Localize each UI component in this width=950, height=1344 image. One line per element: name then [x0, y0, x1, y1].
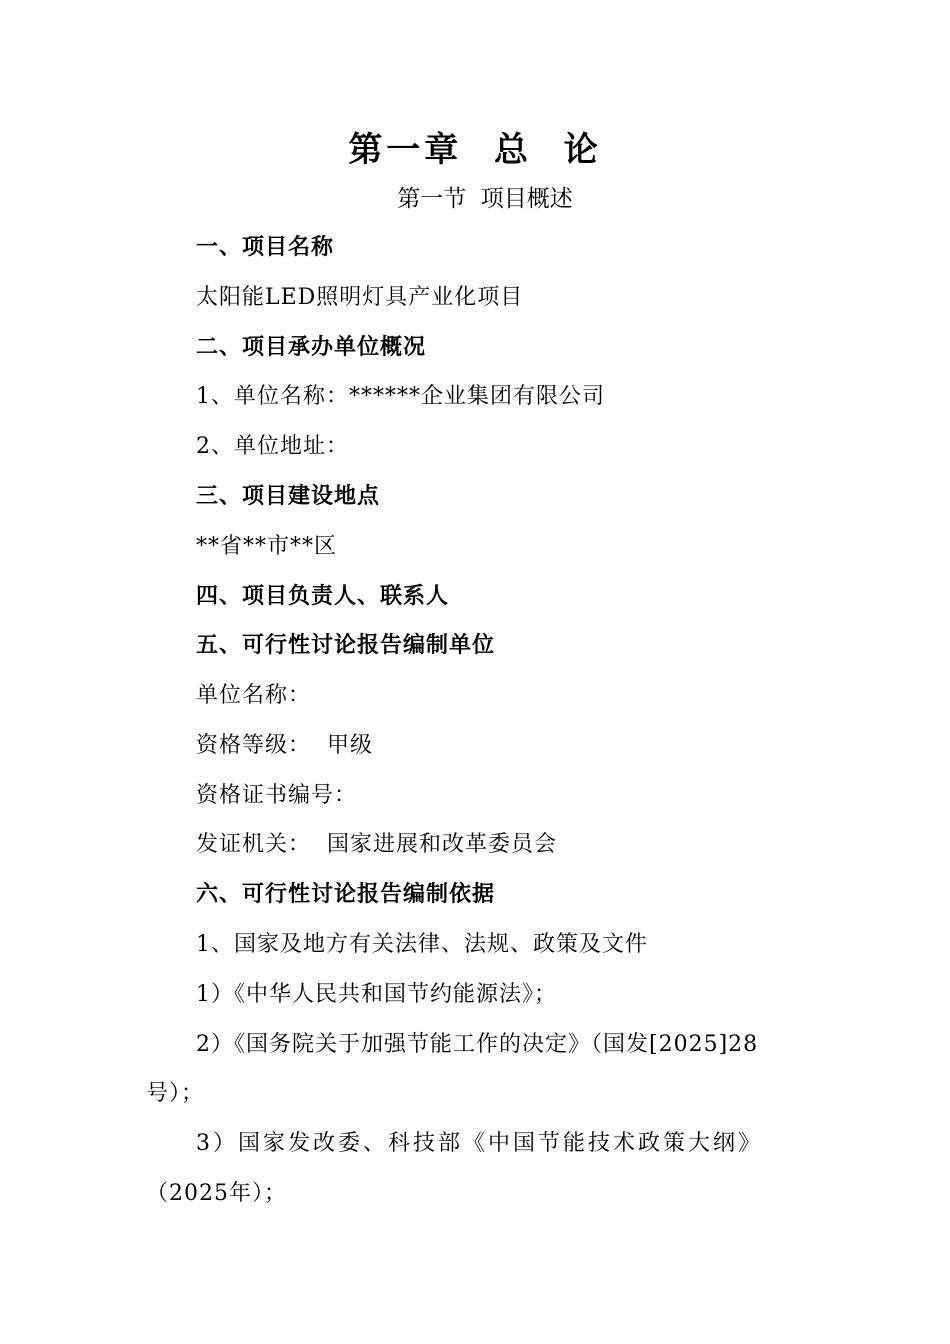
basis-item-1-2-continued: 号）； [146, 1081, 205, 1106]
qualification-level-text: 资格等级： 甲级 [196, 733, 373, 758]
section-title: 第一节 项目概述 [397, 186, 573, 212]
certificate-no-text: 资格证书编号： [196, 783, 358, 808]
heading-contacts: 四、项目负责人、联系人 [196, 584, 450, 609]
unit-address-text: 2、单位地址： [196, 434, 349, 459]
basis-item-1: 1、国家及地方有关法律、法规、政策及文件 [196, 932, 648, 957]
project-name-text: 太阳能LED照明灯具产业化项目 [196, 285, 524, 310]
heading-unit-overview: 二、项目承办单位概况 [196, 335, 427, 360]
heading-project-name: 一、项目名称 [196, 235, 335, 260]
prep-unit-name-text: 单位名称： [196, 683, 312, 708]
basis-item-1-1: 1）《中华人民共和国节约能源法》； [196, 982, 557, 1007]
basis-item-1-3-continued: （2025年）； [146, 1181, 287, 1206]
basis-item-1-3: 3）国家发改委、科技部《中国节能技术政策大纲》 [196, 1131, 763, 1156]
location-text: **省**市**区 [196, 534, 338, 559]
unit-name-text: 1、单位名称：******企业集团有限公司 [196, 384, 605, 409]
chapter-title: 第一章 总 论 [348, 130, 602, 170]
issuing-authority-text: 发证机关： 国家进展和改革委员会 [196, 832, 557, 857]
heading-report-unit: 五、可行性讨论报告编制单位 [196, 633, 496, 658]
heading-location: 三、项目建设地点 [196, 484, 381, 509]
heading-report-basis: 六、可行性讨论报告编制依据 [196, 882, 496, 907]
basis-item-1-2: 2）《国务院关于加强节能工作的决定》（国发[2025]28 [196, 1032, 759, 1057]
